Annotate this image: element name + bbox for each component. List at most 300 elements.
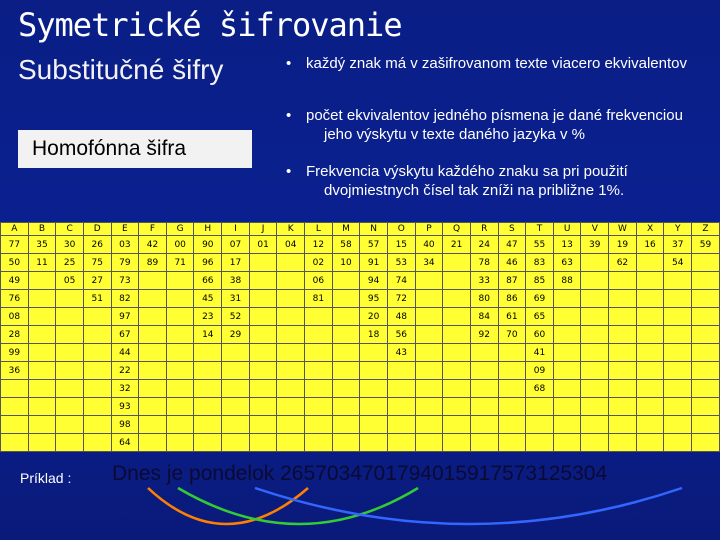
table-cell — [28, 308, 56, 326]
table-cell — [553, 308, 581, 326]
table-header-q: Q — [443, 223, 471, 236]
table-cell — [305, 416, 333, 434]
table-row — [1, 344, 720, 362]
table-header-v: V — [581, 223, 609, 236]
table-cell — [609, 434, 637, 452]
table-cell — [443, 362, 471, 380]
table-cell: 64 — [111, 434, 139, 452]
table-cell — [664, 380, 692, 398]
table-header-m: M — [332, 223, 360, 236]
table-row — [1, 290, 720, 308]
table-cell — [664, 326, 692, 344]
table-cell — [166, 434, 194, 452]
table-cell — [305, 380, 333, 398]
table-header-p: P — [415, 223, 443, 236]
table-cell — [28, 398, 56, 416]
table-cell — [83, 362, 111, 380]
table-cell: 38 — [222, 272, 250, 290]
table-header-h: H — [194, 223, 222, 236]
table-cell — [1, 434, 29, 452]
table-cell — [664, 398, 692, 416]
table-row — [1, 398, 720, 416]
table-cell — [387, 380, 415, 398]
table-cell — [581, 344, 609, 362]
table-cell — [692, 362, 720, 380]
slide-subtitle: Substitučné šifry — [18, 54, 224, 85]
table-cell: 32 — [111, 380, 139, 398]
table-cell — [387, 398, 415, 416]
table-cell: 97 — [111, 308, 139, 326]
table-cell — [415, 344, 443, 362]
table-cell — [636, 326, 664, 344]
table-cell: 39 — [581, 236, 609, 254]
table-cell: 76 — [1, 290, 29, 308]
example-plaintext: Dnes je pondelok — [112, 462, 275, 485]
table-cell — [581, 272, 609, 290]
table-header-z: Z — [692, 223, 720, 236]
table-cell: 63 — [553, 254, 581, 272]
table-cell — [470, 398, 498, 416]
table-header-row — [1, 223, 720, 236]
table-cell: 31 — [222, 290, 250, 308]
arc-orange — [148, 488, 308, 524]
table-cell — [194, 380, 222, 398]
table-cell — [139, 434, 167, 452]
table-cell: 75 — [83, 254, 111, 272]
table-header-e: E — [111, 223, 139, 236]
table-cell — [553, 290, 581, 308]
table-header-w: W — [609, 223, 637, 236]
table-cell: 22 — [111, 362, 139, 380]
table-cell — [139, 290, 167, 308]
table-cell — [470, 362, 498, 380]
table-cell — [443, 254, 471, 272]
example-label: Príklad : — [20, 470, 72, 486]
table-cell — [498, 416, 526, 434]
table-cell: 51 — [83, 290, 111, 308]
table-cell — [166, 416, 194, 434]
table-header-k: K — [277, 223, 305, 236]
table-cell: 54 — [664, 254, 692, 272]
table-cell — [277, 344, 305, 362]
table-cell — [305, 362, 333, 380]
table-cell: 47 — [498, 236, 526, 254]
table-cell — [609, 326, 637, 344]
table-cell: 46 — [498, 254, 526, 272]
table-cell — [609, 308, 637, 326]
table-cell — [139, 416, 167, 434]
table-cell: 06 — [305, 272, 333, 290]
table-cell: 86 — [498, 290, 526, 308]
table-cell — [664, 362, 692, 380]
table-cell: 93 — [111, 398, 139, 416]
table-cell: 66 — [194, 272, 222, 290]
bullet-item: • každý znak má v zašifrovanom texte viacero ekvivalentov — [288, 54, 713, 73]
table-cell — [249, 344, 277, 362]
table-cell: 23 — [194, 308, 222, 326]
table-cell — [139, 308, 167, 326]
table-cell — [305, 398, 333, 416]
table-cell — [332, 326, 360, 344]
table-cell — [249, 380, 277, 398]
table-cell: 70 — [498, 326, 526, 344]
table-cell — [83, 380, 111, 398]
table-cell — [139, 362, 167, 380]
table-cell: 98 — [111, 416, 139, 434]
table-cell — [83, 416, 111, 434]
table-cell: 03 — [111, 236, 139, 254]
table-cell: 04 — [277, 236, 305, 254]
table-cell — [360, 344, 388, 362]
table-cell: 73 — [111, 272, 139, 290]
table-cell: 05 — [56, 272, 84, 290]
table-cell: 90 — [194, 236, 222, 254]
table-cell — [692, 308, 720, 326]
table-cell — [332, 398, 360, 416]
table-header-j: J — [249, 223, 277, 236]
table-cell — [28, 290, 56, 308]
table-cell — [636, 398, 664, 416]
table-cell — [360, 434, 388, 452]
table-cell — [581, 308, 609, 326]
table-cell — [139, 398, 167, 416]
table-cell — [415, 380, 443, 398]
table-cell — [166, 272, 194, 290]
table-header-i: I — [222, 223, 250, 236]
table-row — [1, 362, 720, 380]
table-cell — [28, 344, 56, 362]
table-cell — [664, 308, 692, 326]
table-cell — [553, 398, 581, 416]
table-cell — [581, 290, 609, 308]
table-cell: 28 — [1, 326, 29, 344]
table-cell: 33 — [470, 272, 498, 290]
table-header-t: T — [526, 223, 554, 236]
table-cell: 34 — [415, 254, 443, 272]
table-header-y: Y — [664, 223, 692, 236]
table-row — [1, 308, 720, 326]
table-cell — [498, 398, 526, 416]
table-cell — [415, 434, 443, 452]
table-header-a: A — [1, 223, 29, 236]
table-cell: 89 — [139, 254, 167, 272]
table-cell — [443, 416, 471, 434]
table-cell: 81 — [305, 290, 333, 308]
table-cell — [332, 308, 360, 326]
table-cell — [28, 362, 56, 380]
table-cell: 94 — [360, 272, 388, 290]
table-cell — [498, 434, 526, 452]
table-cell — [249, 326, 277, 344]
table-header-d: D — [83, 223, 111, 236]
table-cell: 99 — [1, 344, 29, 362]
table-cell — [443, 344, 471, 362]
table-cell: 57 — [360, 236, 388, 254]
table-header-x: X — [636, 223, 664, 236]
table-cell — [415, 362, 443, 380]
table-cell: 60 — [526, 326, 554, 344]
table-cell — [387, 362, 415, 380]
table-cell: 50 — [1, 254, 29, 272]
table-cell — [692, 272, 720, 290]
table-cell — [83, 344, 111, 362]
table-cell — [692, 380, 720, 398]
table-cell — [249, 254, 277, 272]
table-cell — [28, 380, 56, 398]
table-cell — [498, 380, 526, 398]
table-cell — [56, 344, 84, 362]
table-cell — [277, 254, 305, 272]
table-cell — [692, 416, 720, 434]
table-cell: 44 — [111, 344, 139, 362]
table-cell: 00 — [166, 236, 194, 254]
table-cell — [28, 272, 56, 290]
table-row — [1, 272, 720, 290]
table-cell — [553, 416, 581, 434]
table-cell — [166, 380, 194, 398]
table-cell — [277, 434, 305, 452]
table-cell — [360, 398, 388, 416]
table-cell: 87 — [498, 272, 526, 290]
table-cell — [249, 434, 277, 452]
table-cell: 55 — [526, 236, 554, 254]
table-cell — [581, 380, 609, 398]
table-cell: 36 — [1, 362, 29, 380]
table-cell — [581, 398, 609, 416]
table-cell: 02 — [305, 254, 333, 272]
table-cell — [664, 344, 692, 362]
table-header-u: U — [553, 223, 581, 236]
table-cell — [609, 344, 637, 362]
table-cell: 41 — [526, 344, 554, 362]
table-cell — [498, 362, 526, 380]
table-cell — [360, 362, 388, 380]
table-cell — [498, 344, 526, 362]
table-cell — [277, 326, 305, 344]
table-header-c: C — [56, 223, 84, 236]
table-cell: 15 — [387, 236, 415, 254]
table-cell — [166, 398, 194, 416]
table-cell — [222, 344, 250, 362]
table-cell — [609, 380, 637, 398]
table-cell — [277, 290, 305, 308]
table-cell: 79 — [111, 254, 139, 272]
table-cell: 80 — [470, 290, 498, 308]
table-cell — [692, 434, 720, 452]
table-cell — [526, 416, 554, 434]
table-cell: 01 — [249, 236, 277, 254]
table-cell — [305, 434, 333, 452]
table-cell — [194, 398, 222, 416]
table-cell — [609, 416, 637, 434]
table-cell: 09 — [526, 362, 554, 380]
table-cell: 11 — [28, 254, 56, 272]
table-cell — [553, 344, 581, 362]
table-header-l: L — [305, 223, 333, 236]
table-cell — [56, 362, 84, 380]
table-cell — [305, 344, 333, 362]
table-cell: 27 — [83, 272, 111, 290]
table-cell — [332, 362, 360, 380]
table-cell: 62 — [609, 254, 637, 272]
table-cell — [636, 416, 664, 434]
table-cell: 91 — [360, 254, 388, 272]
table-cell — [443, 272, 471, 290]
table-cell: 71 — [166, 254, 194, 272]
table-cell — [415, 272, 443, 290]
table-cell — [553, 434, 581, 452]
table-cell — [1, 398, 29, 416]
table-cell — [166, 290, 194, 308]
table-cell: 78 — [470, 254, 498, 272]
table-cell: 18 — [360, 326, 388, 344]
arc-green — [178, 488, 418, 524]
table-cell: 84 — [470, 308, 498, 326]
table-cell — [664, 290, 692, 308]
table-cell — [360, 380, 388, 398]
table-cell — [692, 254, 720, 272]
table-cell — [277, 416, 305, 434]
table-cell: 88 — [553, 272, 581, 290]
slide-title: Symetrické šifrovanie — [18, 6, 402, 44]
table-cell — [56, 326, 84, 344]
table-cell — [443, 380, 471, 398]
table-cell — [56, 416, 84, 434]
table-cell — [636, 434, 664, 452]
table-cell — [249, 398, 277, 416]
table-cell — [581, 254, 609, 272]
table-cell: 49 — [1, 272, 29, 290]
table-cell — [581, 326, 609, 344]
table-cell — [581, 362, 609, 380]
table-cell — [277, 308, 305, 326]
table-cell — [415, 308, 443, 326]
table-cell — [56, 380, 84, 398]
table-header-f: F — [139, 223, 167, 236]
table-cell — [415, 416, 443, 434]
table-cell — [526, 398, 554, 416]
table-cell — [332, 434, 360, 452]
table-header-o: O — [387, 223, 415, 236]
table-cell — [139, 380, 167, 398]
table-cell — [553, 380, 581, 398]
table-cell: 21 — [443, 236, 471, 254]
table-cell — [581, 416, 609, 434]
table-cell: 69 — [526, 290, 554, 308]
table-cell: 96 — [194, 254, 222, 272]
table-cell: 95 — [360, 290, 388, 308]
table-cell — [609, 272, 637, 290]
table-cell: 16 — [636, 236, 664, 254]
table-cell: 14 — [194, 326, 222, 344]
table-cell — [222, 416, 250, 434]
table-cell — [222, 434, 250, 452]
table-cell — [636, 362, 664, 380]
table-cell — [692, 326, 720, 344]
table-cell — [249, 272, 277, 290]
table-cell — [636, 344, 664, 362]
table-cell: 67 — [111, 326, 139, 344]
table-cell — [83, 308, 111, 326]
table-cell — [277, 398, 305, 416]
table-cell — [443, 398, 471, 416]
table-cell — [609, 362, 637, 380]
table-cell — [526, 434, 554, 452]
table-cell: 53 — [387, 254, 415, 272]
table-cell — [56, 308, 84, 326]
table-cell: 43 — [387, 344, 415, 362]
arc-blue — [255, 488, 682, 524]
table-cell — [28, 416, 56, 434]
table-cell — [83, 434, 111, 452]
table-cell — [83, 326, 111, 344]
table-cell: 25 — [56, 254, 84, 272]
table-cell — [387, 416, 415, 434]
table-cell — [470, 434, 498, 452]
table-cell: 68 — [526, 380, 554, 398]
table-cell — [83, 398, 111, 416]
homophonic-table — [0, 222, 720, 452]
table-cell — [139, 326, 167, 344]
table-cell: 24 — [470, 236, 498, 254]
table-header-n: N — [360, 223, 388, 236]
table-cell: 20 — [360, 308, 388, 326]
table-cell — [222, 398, 250, 416]
table-cell — [166, 326, 194, 344]
table-cell: 45 — [194, 290, 222, 308]
example-ciphertext: 2657034701794015917573125304 — [280, 462, 608, 485]
table-cell — [166, 344, 194, 362]
table-cell — [332, 290, 360, 308]
table-cell — [28, 434, 56, 452]
table-cell: 26 — [83, 236, 111, 254]
table-cell — [415, 326, 443, 344]
table-cell — [277, 380, 305, 398]
table-cell: 85 — [526, 272, 554, 290]
table-cell — [415, 290, 443, 308]
table-cell: 30 — [56, 236, 84, 254]
table-cell — [332, 416, 360, 434]
table-cell: 35 — [28, 236, 56, 254]
table-cell — [28, 326, 56, 344]
table-cell — [56, 290, 84, 308]
table-row — [1, 380, 720, 398]
table-cell — [692, 344, 720, 362]
table-cell — [305, 326, 333, 344]
table-cell — [664, 434, 692, 452]
table-cell — [360, 416, 388, 434]
example-text — [112, 462, 607, 486]
table-header-r: R — [470, 223, 498, 236]
table-cell — [249, 308, 277, 326]
table-cell: 72 — [387, 290, 415, 308]
table-cell — [194, 344, 222, 362]
table-cell — [166, 308, 194, 326]
table-cell — [277, 362, 305, 380]
table-cell — [553, 362, 581, 380]
table-cell: 58 — [332, 236, 360, 254]
table-cell: 29 — [222, 326, 250, 344]
table-cell: 92 — [470, 326, 498, 344]
table-cell — [609, 290, 637, 308]
cipher-label: Homofónna šifra — [18, 130, 252, 168]
table-cell — [56, 398, 84, 416]
table-cell: 82 — [111, 290, 139, 308]
table-cell — [305, 308, 333, 326]
table-cell: 65 — [526, 308, 554, 326]
table-row — [1, 236, 720, 254]
table-cell — [332, 344, 360, 362]
